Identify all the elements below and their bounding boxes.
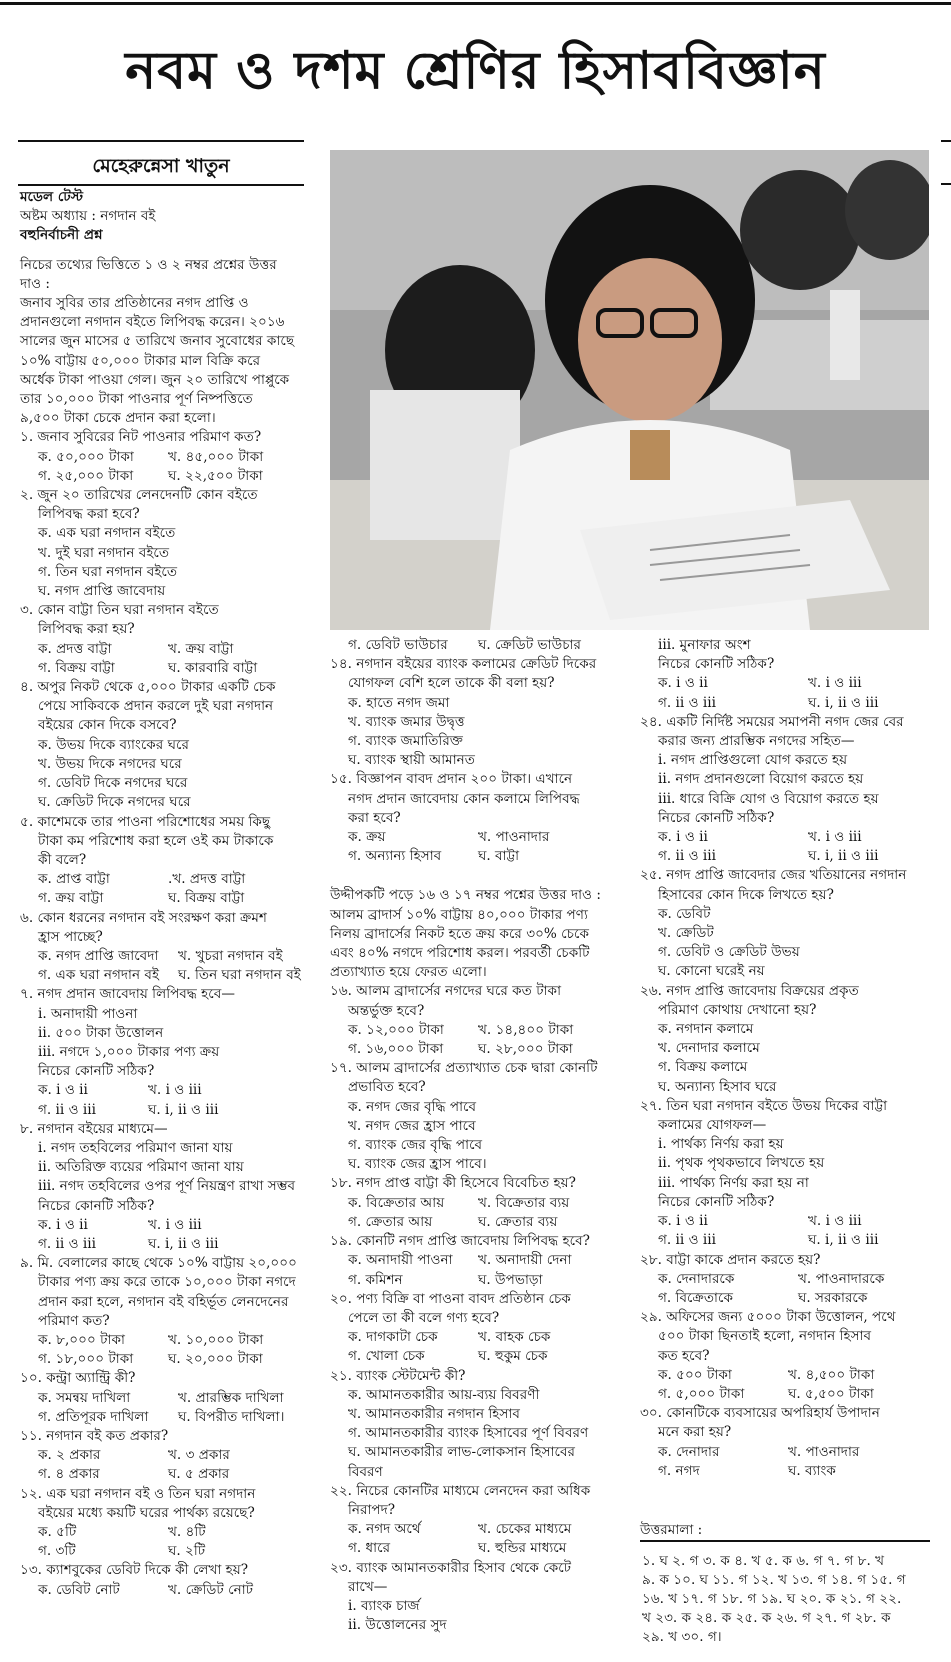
option: ঘ. কারবারি বাট্টা	[168, 659, 258, 676]
passage-line: নিলয় ব্রাদার্সের নিকট হতে ক্রয় করে ৩০% চেকে	[330, 925, 589, 942]
question-cont: রাখে—	[348, 1578, 388, 1595]
option: খ. উভয় দিকে নগদের ঘরে	[38, 755, 182, 772]
answer-line: ২৯. খ ৩০. গ।	[642, 1629, 722, 1645]
option: খ. ক্রয় বাট্টা	[168, 640, 234, 657]
option-row	[20, 1331, 314, 1350]
option: ক. i ও ii	[658, 1213, 708, 1230]
option: ঘ. উপভাড়া	[478, 1271, 543, 1288]
option: ক. ৫০,০০০ টাকা	[38, 448, 134, 465]
option-row	[330, 1520, 630, 1539]
passage-line: তার ১০,০০০ টাকা পাওনার পূর্ণ নিষ্পত্তিতে	[20, 391, 253, 408]
option: ক. উভয় দিকে ব্যাংকের ঘরে	[38, 736, 189, 753]
option-row	[330, 1347, 630, 1366]
author-bottom-rule	[18, 184, 304, 186]
passage-line: ৯,৫০০ টাকা চেকে প্রদান করা হলো।	[20, 410, 216, 427]
option: .খ. প্রদত্ত বাট্টা	[168, 871, 246, 888]
option-row	[640, 828, 940, 847]
option: ঘ. i, ii ও iii	[808, 848, 879, 865]
question: ১৬. আলম ব্রাদার্সের নগদের ঘরে কত টাকা	[330, 983, 562, 1000]
question: ২. জুন ২০ তারিখের লেনদেনটি কোন বইতে	[20, 487, 258, 504]
option: খ. ক্রেডিট	[658, 925, 714, 942]
option: গ. ii ও iii	[38, 1235, 96, 1252]
option-row	[20, 1101, 314, 1120]
option: ক. নগদ জের বৃদ্ধি পাবে	[348, 1098, 477, 1115]
option: ঘ. ২টি	[168, 1543, 206, 1560]
passage-line: জনাব সুবির তার প্রতিষ্ঠানের নগদ প্রাপ্তি ও	[20, 295, 249, 312]
question-cont: টাকার পণ্য ক্রয় করে তাকে ১০,০০০ টাকা নগদে	[38, 1274, 296, 1291]
top-rule	[0, 2, 951, 5]
option: ক. i ও ii	[658, 675, 708, 692]
statement: ii. উত্তোলনের সুদ	[348, 1617, 447, 1634]
option: গ. ব্যাংক জমাতিরিক্ত	[348, 733, 463, 750]
option-row	[330, 1271, 630, 1290]
option: গ. ৫,০০০ টাকা	[658, 1385, 745, 1402]
option: ক. i ও ii	[38, 1082, 88, 1099]
statement: i. নগদ প্রাপ্তিগুলো যোগ করতে হয়	[658, 752, 848, 769]
option-row	[640, 1385, 940, 1404]
question: ২৩. ব্যাংক আমানতকারীর হিসাব থেকে কেটে	[330, 1559, 572, 1576]
option: গ. তিন ঘরা নগদান বইতে	[38, 563, 178, 580]
answer-line: খ ২৩. ক ২৪. ক ২৫. ক ২৬. গ ২৭. গ ২৮. ক	[642, 1610, 891, 1626]
question-cont: কলামের যোগফল—	[658, 1117, 767, 1134]
option: ঘ. হুন্ডির মাধ্যমে	[478, 1540, 567, 1557]
which-correct: নিচের কোনটি সঠিক?	[658, 809, 775, 826]
author-top-rule	[18, 140, 304, 142]
option: খ. পাওনাদার	[788, 1443, 860, 1460]
option: ক. আমানতকারীর আয়-ব্যয় বিবরণী	[348, 1386, 540, 1403]
statement: ii. পৃথক পৃথকভাবে লিখতে হয়	[658, 1155, 825, 1172]
option: খ. ক্রেডিট নোট	[168, 1581, 254, 1598]
option-row	[640, 674, 940, 693]
option: খ. ৪,৫০০ টাকা	[788, 1366, 875, 1383]
statement: iii. নগদ তহবিলের ওপর পূর্ণ নিয়ন্ত্রণ রাখা সম্ভব	[38, 1178, 296, 1195]
question-cont: করার জন্য প্রারম্ভিক নগদের সহিত—	[658, 733, 855, 750]
which-correct: নিচের কোনটি সঠিক?	[658, 1193, 775, 1210]
author-name: মেহেরুন্নেসা খাতুন	[92, 155, 230, 177]
option: গ. ii ও iii	[658, 848, 716, 865]
question-cont: বইয়ের কোন দিকে বসবে?	[38, 717, 177, 734]
question: ১৭. আলম ব্রাদার্সের প্রত্যাখ্যাত চেক দ্বারা কোনটি	[330, 1060, 598, 1077]
option-row	[20, 640, 314, 659]
passage-line: এবং ৪০% নগদে পরিশোধ করল। পরবর্তী চেকটি	[330, 945, 590, 962]
statement: ii. অতিরিক্ত ব্যয়ের পরিমাণ জানা যায়	[38, 1159, 244, 1176]
option-row	[640, 1212, 940, 1231]
option: ক. দেনাদারকে	[658, 1270, 735, 1287]
option-row	[20, 1216, 314, 1235]
option-row	[330, 1194, 630, 1213]
question: ২৬. নগদ প্রাপ্তি জাবেদায় বিক্রয়ের প্রকৃত	[640, 982, 859, 999]
question-cont: টাকা কম পরিশোধ করা হলে ওই কম টাকাকে	[38, 832, 274, 849]
page-title: নবম ও দশম শ্রেণির হিসাববিজ্ঞান	[125, 41, 826, 101]
option-row	[640, 1443, 940, 1462]
passage-line: দাও :	[20, 275, 50, 292]
option: গ. এক ঘরা নগদান বই	[38, 967, 160, 984]
question-cont: ৫০০ টাকা ছিনতাই হলো, নগদান হিসাব	[658, 1328, 872, 1345]
option: ক. সমন্বয় দাখিলা	[38, 1389, 131, 1406]
option: গ. খোলা চেক	[348, 1348, 425, 1365]
option: ক. ডেবিট	[658, 905, 711, 922]
option: গ. ব্যাংক জের বৃদ্ধি পাবে	[348, 1137, 483, 1154]
option: ক. নগদান কলামে	[658, 1021, 754, 1038]
option-row	[640, 1270, 940, 1289]
question: ২৯. অফিসের জন্য ৫০০০ টাকা উত্তোলন, পথে	[640, 1309, 896, 1326]
column-2	[330, 636, 630, 1635]
exam-photo	[330, 150, 929, 630]
option: ঘ. ২২,৫০০ টাকা	[168, 467, 263, 484]
option: খ. ৪টি	[168, 1524, 206, 1541]
option: খ. ১০,০০০ টাকা	[168, 1331, 264, 1348]
option: গ. ii ও iii	[658, 1232, 716, 1249]
answer-key	[642, 1552, 942, 1647]
question: ১৯. কোনটি নগদ প্রাপ্তি জাবেদায় লিপিবদ্ধ হবে?	[330, 1233, 590, 1250]
option: খ. i ও iii	[148, 1216, 202, 1233]
statement: i. নগদ তহবিলের পরিমাণ জানা যায়	[38, 1139, 233, 1156]
option: ঘ. সরকারকে	[798, 1289, 868, 1306]
option: ঘ. তিন ঘরা নগদান বই	[178, 967, 301, 984]
question-cont: অন্তর্ভুক্ত হবে?	[348, 1002, 425, 1019]
question-cont: লিপিবদ্ধ করা হবে?	[38, 506, 140, 523]
question-cont: লিপিবদ্ধ করা হয়?	[38, 621, 135, 638]
question-cont: নিরাপদ?	[348, 1501, 396, 1518]
question: ২১. ব্যাংক স্টেটমেন্ট কী?	[330, 1367, 466, 1384]
option-row	[20, 1581, 314, 1600]
option: খ. পাওনাদার	[478, 829, 550, 846]
question: ১৪. নগদান বইয়ের ব্যাংক কলামের ক্রেডিট দিকের	[330, 656, 597, 673]
option-cont: বিবরণ	[348, 1463, 383, 1480]
question: ১৫. বিজ্ঞাপন বাবদ প্রদান ২০০ টাকা। এখানে	[330, 771, 573, 788]
question: ৭. নগদ প্রদান জাবেদায় লিপিবদ্ধ হবে—	[20, 986, 235, 1003]
margin-tick	[941, 183, 951, 185]
option: গ. ২৫,০০০ টাকা	[38, 467, 134, 484]
which-correct: নিচের কোনটি সঠিক?	[658, 656, 775, 673]
option: ক. প্রাপ্ত বাট্টা	[38, 871, 110, 888]
question: ২৭. তিন ঘরা নগদান বইতে উভয় দিকের বাট্টা	[640, 1097, 888, 1114]
option: খ. বিক্রেতার ব্যয়	[478, 1194, 570, 1211]
option: ঘ. ২০,০০০ টাকা	[168, 1351, 263, 1368]
option: গ. ১৮,০০০ টাকা	[38, 1351, 134, 1368]
option: গ. ১৬,০০০ টাকা	[348, 1041, 444, 1058]
section-label: মডেল টেস্ট	[20, 189, 84, 205]
option-row	[20, 1350, 314, 1369]
statement: i. ব্যাংক চার্জ	[348, 1597, 420, 1614]
option-row	[640, 847, 940, 866]
question-cont: কত হবে?	[658, 1347, 710, 1364]
option-row	[20, 889, 314, 908]
option-row	[20, 1523, 314, 1542]
option-row	[330, 1539, 630, 1558]
question: ১৮. নগদ প্রাপ্ত বাট্টা কী হিসেবে বিবেচিত হয়?	[330, 1175, 576, 1192]
option-row	[20, 1446, 314, 1465]
students-writing-exam-illustration	[330, 150, 929, 630]
option: ঘ. বিপরীত দাখিলা।	[178, 1408, 285, 1425]
option: গ. ৩টি	[38, 1543, 76, 1560]
passage-line: প্রদানগুলো নগদান বইতে লিপিবদ্ধ করেন। ২০১৬	[20, 314, 285, 331]
which-correct: নিচের কোনটি সঠিক?	[38, 1197, 155, 1214]
question: ১০. কন্ট্রা অ্যান্ট্রি কী?	[20, 1370, 136, 1387]
option: ক. ২ প্রকার	[38, 1447, 101, 1464]
option: খ. i ও iii	[808, 1213, 862, 1230]
option: গ. ii ও iii	[658, 694, 716, 711]
passage-line: আলম ব্রাদার্স ১০% বাট্টায় ৪০,০০০ টাকার পণ্য	[330, 906, 588, 923]
chapter-label: অষ্টম অধ্যায় : নগদান বই	[20, 208, 156, 225]
option-row	[640, 694, 940, 713]
option: ক. দাগকাটা চেক	[348, 1329, 438, 1346]
option: ক. ৫টি	[38, 1524, 77, 1541]
question-cont: কী বলে?	[38, 851, 87, 868]
question: ৯. মি. বেলালের কাছে থেকে ১০% বাট্টায় ২০,০০০	[20, 1255, 297, 1272]
option-row	[640, 1231, 940, 1250]
option: ঘ. ৫ প্রকার	[168, 1466, 230, 1483]
question-cont: যোগফল বেশি হলে তাকে কী বলা হয়?	[348, 675, 555, 692]
statement: iii. নগদে ১,০০০ টাকার পণ্য ক্রয়	[38, 1043, 220, 1060]
passage-line: অর্ধেক টাকা পাওয়া গেল। জুন ২০ তারিখে পাপ্পুকে	[20, 371, 290, 388]
question-cont: প্রভাবিত হবে?	[348, 1079, 426, 1096]
question: ২৫. নগদ প্রাপ্তি জাবেদার জের খতিয়ানের নগদান	[640, 867, 907, 884]
passage-line: উদ্দীপকটি পড়ে ১৬ ও ১৭ নম্বর পশ্নের উত্তর দাও :	[330, 887, 601, 904]
option: ক. ডেবিট নোট	[38, 1581, 120, 1598]
question: ৮. নগদান বইয়ের মাধ্যমে—	[20, 1120, 168, 1137]
option: ঘ. ক্রেডিট ভাউচার	[478, 637, 581, 653]
option: ঘ. অন্যান্য হিসাব ঘরে	[658, 1078, 777, 1095]
option: গ. ৪ প্রকার	[38, 1466, 100, 1483]
question: ১২. এক ঘরা নগদান বই ও তিন ঘরা নগদান	[20, 1485, 256, 1502]
option-row	[20, 870, 314, 889]
column-3	[640, 636, 940, 1540]
option: খ. বাহক চেক	[478, 1329, 551, 1346]
option: ঘ. নগদ প্রাপ্তি জাবেদায়	[38, 583, 166, 600]
option: ঘ. ক্রেডিট দিকে নগদের ঘরে	[38, 794, 191, 811]
option-row	[20, 1408, 314, 1427]
question: ১১. নগদান বই কত প্রকার?	[20, 1428, 169, 1444]
question-cont: হিসাবের কোন দিকে লিখতে হয়?	[658, 886, 834, 903]
answer-line: ১. ঘ ২. গ ৩. ক ৪. খ ৫. ক ৬. গ ৭. গ ৮. খ	[642, 1553, 885, 1569]
question-cont: পরিমাণ কোথায় দেখানো হয়?	[658, 1001, 817, 1018]
statement: iii. মুনাফার অংশ	[658, 637, 751, 653]
option: ক. দেনাদার	[658, 1443, 720, 1460]
option-row	[330, 636, 630, 655]
answer-line: ১৬. খ ১৭. গ ১৮. গ ১৯. ঘ ২০. ক ২১. গ ২২.	[642, 1591, 902, 1607]
option: গ. আমানতকারীর ব্যাংক হিসাবের পূর্ণ বিবরণ	[348, 1425, 589, 1442]
option-row	[330, 1040, 630, 1059]
option: ঘ. ৫,৫০০ টাকা	[788, 1385, 874, 1402]
question: ২৪. একটি নির্দিষ্ট সময়ের সমাপনী নগদ জের বের	[640, 713, 904, 730]
option: ক. ৫০০ টাকা	[658, 1366, 732, 1383]
question-cont: করা হবে?	[348, 809, 401, 826]
statement: iii. পার্থক্য নির্ণয় করা হয় না	[658, 1174, 809, 1191]
option-row	[330, 1328, 630, 1347]
question: ৬. কোন ধরনের নগদান বই সংরক্ষণ করা ক্রমশ	[20, 909, 267, 926]
option: গ. নগদ	[658, 1462, 700, 1479]
statement: iii. ধারে বিক্রি যোগ ও বিয়োগ করতে হয়	[658, 790, 879, 807]
question-cont: পেলে তা কী বলে গণ্য হবে?	[348, 1309, 500, 1326]
option-row	[640, 1289, 940, 1308]
option: গ. ডেবিট ভাউচার	[348, 637, 448, 653]
statement: ii. নগদ প্রদানগুলো বিয়োগ করতে হয়	[658, 771, 864, 788]
option: খ. ব্যাংক জমার উদ্বৃত্ত	[348, 713, 465, 730]
question: ২৮. বাট্টা কাকে প্রদান করতে হয়?	[640, 1251, 821, 1268]
question: ২০. পণ্য বিক্রি বা পাওনা বাবদ প্রতিষ্ঠান চেক	[330, 1290, 571, 1307]
option: খ. চেকের মাধ্যমে	[478, 1521, 572, 1538]
option: গ. ডেবিট ও ক্রেডিট উভয়	[658, 944, 800, 961]
option-row	[330, 847, 630, 866]
option-row	[20, 966, 314, 985]
option: ঘ. i, ii ও iii	[808, 694, 879, 711]
option: খ. আমানতকারীর নগদান হিসাব	[348, 1405, 520, 1422]
margin-tick	[941, 140, 951, 142]
option: গ. বিক্রয় বাট্টা	[38, 659, 115, 676]
option: ক. অনাদায়ী পাওনা	[348, 1252, 453, 1269]
option-row	[20, 467, 314, 486]
option: গ. কমিশন	[348, 1271, 403, 1288]
question-cont: হ্রাস পাচ্ছে?	[38, 928, 103, 945]
option-row	[20, 1081, 314, 1100]
question-cont: বইয়ের মধ্যে কয়টি ঘরের পার্থক্য রয়েছে?	[38, 1504, 255, 1521]
option: ক. ১২,০০০ টাকা	[348, 1021, 444, 1038]
which-correct: নিচের কোনটি সঠিক?	[38, 1063, 155, 1080]
question-cont: প্রদান করা হলে, নগদান বই বহির্ভূত লেনদেনের	[38, 1293, 289, 1310]
option: খ. ৩ প্রকার	[168, 1447, 230, 1464]
option: গ. অন্যান্য হিসাব	[348, 848, 442, 865]
option: গ. ধারে	[348, 1540, 391, 1557]
answer-key-heading: উত্তরমালা :	[640, 1521, 703, 1538]
option-row	[330, 1251, 630, 1270]
option-row	[20, 947, 314, 966]
question: ১৩. ক্যাশবুকের ডেবিট দিকে কী লেখা হয়?	[20, 1562, 249, 1579]
question: ৩. কোন বাট্টা তিন ঘরা নগদান বইতে	[20, 602, 219, 619]
option: ক. বিক্রেতার আয়	[348, 1194, 445, 1211]
option: ঘ. ক্রেতার ব্যয়	[478, 1213, 558, 1230]
option: ক. i ও ii	[38, 1216, 88, 1233]
question-cont: পেয়ে সাকিবকে প্রদান করলে দুই ঘরা নগদান	[38, 698, 274, 715]
option: ক. নগদ প্রাপ্তি জাবেদা	[38, 947, 159, 964]
option: ঘ. i, ii ও iii	[148, 1101, 219, 1118]
option: ঘ. কোনো ঘরেই নয়	[658, 963, 765, 980]
option: গ. ক্রয় বাট্টা	[38, 890, 104, 907]
question: ৪. অপুর নিকট থেকে ৫,০০০ টাকার একটি চেক	[20, 679, 276, 696]
option: খ. খুচরা নগদান বই	[178, 947, 283, 964]
statement: i. পার্থক্য নির্ণয় করা হয়	[658, 1136, 784, 1153]
question: ১. জনাব সুবিরের নিট পাওনার পরিমাণ কত?	[20, 429, 262, 446]
statement: ii. ৫০০ টাকা উত্তোলন	[38, 1024, 164, 1041]
option: গ. প্রতিপূরক দাখিলা	[38, 1408, 149, 1425]
option: ঘ. ২৮,০০০ টাকা	[478, 1041, 573, 1058]
option: খ. i ও iii	[808, 829, 862, 846]
option-row	[20, 1389, 314, 1408]
option: খ. দেনাদার কলামে	[658, 1040, 760, 1057]
passage-line: নিচের তথ্যের ভিত্তিতে ১ ও ২ নম্বর প্রশ্নের উত্তর	[20, 256, 277, 273]
statement: i. অনাদায়ী পাওনা	[38, 1005, 138, 1022]
option: খ. নগদ জের হ্রাস পাবে	[348, 1117, 476, 1134]
passage-line: সালের জুন মাসের ৫ তারিখে জনাব সুবোধের কাছে	[20, 333, 295, 350]
option: ঘ. বাট্টা	[478, 848, 520, 865]
option: গ. ii ও iii	[38, 1101, 96, 1118]
option-row	[640, 1366, 940, 1385]
option: খ. প্রারম্ভিক দাখিলা	[178, 1389, 284, 1406]
option-row	[20, 448, 314, 467]
option-row	[20, 1542, 314, 1561]
option-row	[330, 1213, 630, 1232]
option: খ. অনাদায়ী দেনা	[478, 1252, 572, 1269]
option: ঘ. হুকুম চেক	[478, 1348, 548, 1365]
question-cont: পরিমাণ কত?	[38, 1312, 110, 1329]
passage-line: প্রত্যাখ্যাত হয়ে ফেরত এলো।	[330, 964, 487, 981]
option: গ. বিক্রেতাকে	[658, 1289, 733, 1306]
option-row	[640, 1462, 940, 1481]
option: ঘ. ব্যাংক	[788, 1462, 836, 1479]
column-1	[20, 188, 314, 1600]
option: ক. হাতে নগদ জমা	[348, 694, 450, 711]
option-row	[20, 1465, 314, 1484]
option-row	[330, 828, 630, 847]
answer-key-rule	[640, 1540, 930, 1542]
option: ক. i ও ii	[658, 829, 708, 846]
option: গ. বিক্রয় কলামে	[658, 1059, 748, 1076]
question: ২২. নিচের কোনটির মাধ্যমে লেনদেন করা অধিক	[330, 1482, 591, 1499]
option: খ. i ও iii	[808, 675, 862, 692]
question: ৫. কাশেমকে তার পাওনা পরিশোধের সময় কিছু	[20, 813, 271, 830]
option: ঘ. আমানতকারীর লাভ-লোকসান হিসাবের	[348, 1444, 576, 1461]
option: ক. এক ঘরা নগদান বইতে	[38, 525, 176, 542]
option: ঘ. i, ii ও iii	[148, 1235, 219, 1252]
question-cont: নগদ প্রদান জাবেদায় কোন কলামে লিপিবদ্ধ	[348, 790, 580, 807]
option: গ. ক্রেতার আয়	[348, 1213, 433, 1230]
option: ঘ. বিক্রয় বাট্টা	[168, 890, 245, 907]
question-cont: মনে করা হয়?	[658, 1424, 732, 1441]
answer-line: ৯. ক ১০. ঘ ১১. গ ১২. খ ১৩. গ ১৪. গ ১৫. গ	[642, 1572, 906, 1588]
option-row	[330, 1021, 630, 1040]
option: ঘ. ব্যাংক স্থায়ী আমানত	[348, 752, 475, 769]
mcq-heading: বহুনির্বাচনী প্রশ্ন	[20, 227, 103, 244]
option: খ. i ও iii	[148, 1082, 202, 1099]
option: গ. ডেবিট দিকে নগদের ঘরে	[38, 775, 188, 792]
passage-line: ১০% বাট্টায় ৫০,০০০ টাকার মাল বিক্রি করে	[20, 352, 261, 369]
option: খ. দুই ঘরা নগদান বইতে	[38, 544, 170, 561]
option: ঘ. i, ii ও iii	[808, 1232, 879, 1249]
option-row	[20, 659, 314, 678]
option: খ. পাওনাদারকে	[798, 1270, 885, 1287]
question: ৩০. কোনটিকে ব্যবসায়ের অপরিহার্য উপাদান	[640, 1405, 880, 1422]
option: ক. ৮,০০০ টাকা	[38, 1331, 125, 1348]
option-row	[20, 1235, 314, 1254]
option: ক. প্রদত্ত বাট্টা	[38, 640, 112, 657]
option: ক. ক্রয়	[348, 829, 386, 846]
option: ক. নগদ অর্থে	[348, 1521, 421, 1538]
option: ঘ. ব্যাংক জের হ্রাস পাবে।	[348, 1156, 487, 1173]
option: খ. ৪৫,০০০ টাকা	[168, 448, 264, 465]
option: খ. ১৪,৪০০ টাকা	[478, 1021, 574, 1038]
